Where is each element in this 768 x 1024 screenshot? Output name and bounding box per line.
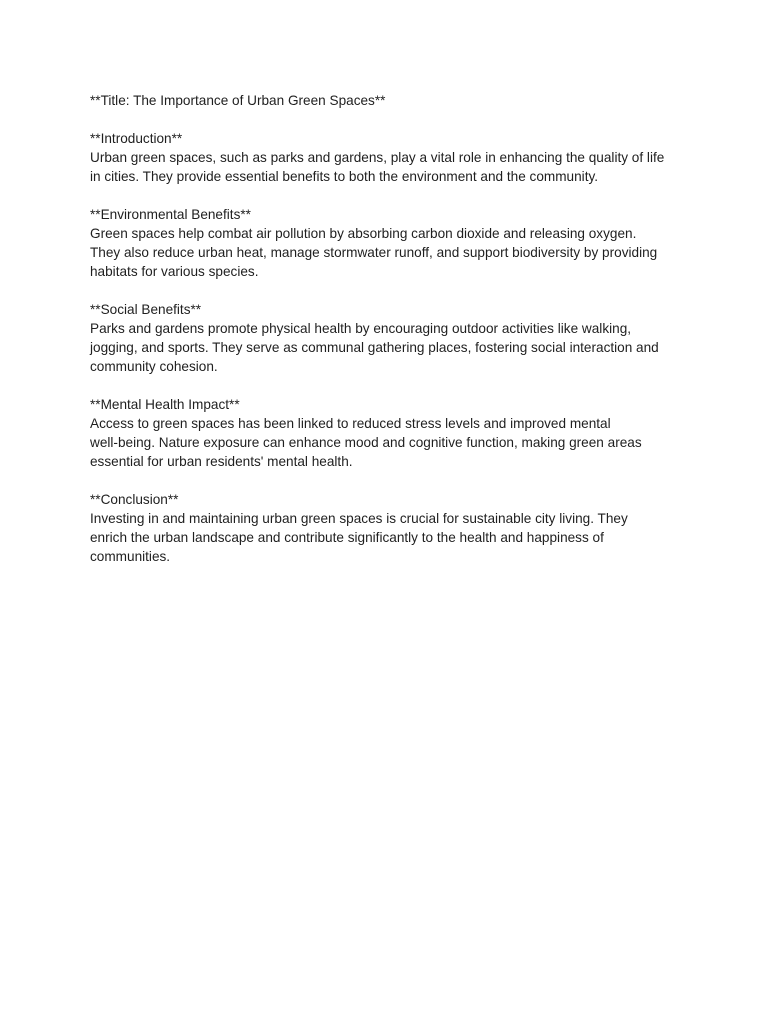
section-heading: **Conclusion**: [90, 492, 179, 507]
blank-line: [90, 281, 690, 300]
blank-line: [90, 471, 690, 490]
paragraph-line: jogging, and sports. They serve as communal gathering places, fostering social interaction and: [90, 340, 659, 355]
paragraph-line: essential for urban residents' mental health.: [90, 454, 353, 469]
paragraph-line: well-being. Nature exposure can enhance mood and cognitive function, making green areas: [90, 435, 642, 450]
blank-line: [90, 110, 690, 129]
blank-line: [90, 186, 690, 205]
document-title: **Title: The Importance of Urban Green Spaces**: [90, 93, 386, 108]
paragraph-line: Urban green spaces, such as parks and gardens, play a vital role in enhancing the quality of life: [90, 150, 665, 165]
section-conclusion: [90, 490, 690, 566]
section-mental-health-impact: [90, 395, 690, 471]
paragraph-line: Access to green spaces has been linked to reduced stress levels and improved mental: [90, 416, 611, 431]
paragraph-line: They also reduce urban heat, manage stormwater runoff, and support biodiversity by providing: [90, 245, 658, 260]
paragraph-line: Investing in and maintaining urban green spaces is crucial for sustainable city living. They: [90, 511, 628, 526]
document-body: [90, 91, 690, 566]
paragraph-line: in cities. They provide essential benefits to both the environment and the community.: [90, 169, 599, 184]
paragraph-line: Parks and gardens promote physical health by encouraging outdoor activities like walking,: [90, 321, 632, 336]
section-heading: **Mental Health Impact**: [90, 397, 240, 412]
paragraph-line: Green spaces help combat air pollution by absorbing carbon dioxide and releasing oxygen.: [90, 226, 637, 241]
paragraph-line: enrich the urban landscape and contribute significantly to the health and happiness of: [90, 530, 604, 545]
paragraph-line: habitats for various species.: [90, 264, 259, 279]
section-introduction: [90, 129, 690, 186]
section-heading: **Introduction**: [90, 131, 183, 146]
section-heading: **Environmental Benefits**: [90, 207, 251, 222]
section-heading: **Social Benefits**: [90, 302, 202, 317]
section-environmental-benefits: [90, 205, 690, 281]
section-social-benefits: [90, 300, 690, 376]
blank-line: [90, 376, 690, 395]
paragraph-line: communities.: [90, 549, 171, 564]
paragraph-line: community cohesion.: [90, 359, 218, 374]
